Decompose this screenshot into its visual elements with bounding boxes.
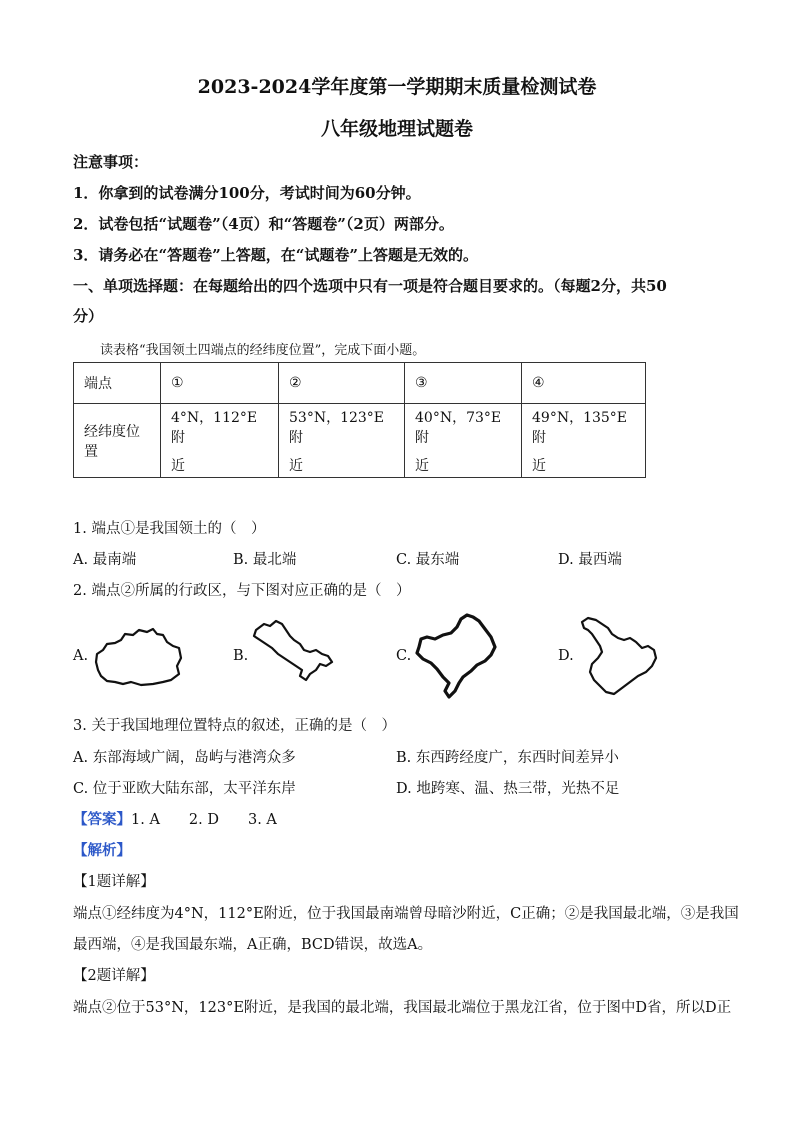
notes-heading: 注意事项： — [73, 153, 149, 171]
note-item-3: 3．请务必在“答题卷”上答题，在“试题卷”上答题是无效的。 — [73, 246, 478, 264]
table-cell: 40°N，73°E 附 近 — [405, 404, 522, 478]
table-cell: 4°N，112°E 附 近 — [161, 404, 279, 478]
section-heading-line2: 分） — [73, 307, 104, 325]
province-outline-c-icon — [413, 611, 499, 701]
table-header-cell: ② — [279, 363, 405, 404]
question-2-option-c: C. — [396, 648, 412, 664]
coordinates-table — [73, 362, 646, 478]
answer-text: 1. A 2. D 3. A — [131, 812, 277, 828]
question-3-option-a: A. 东部海域广阔，岛屿与港湾众多 — [73, 750, 296, 766]
page-title: 2023-2024学年度第一学期期末质量检测试卷 — [197, 76, 597, 98]
analysis-tag: 【解析】 — [73, 842, 131, 859]
table-header-cell: 端点 — [74, 363, 161, 404]
question-1-stem: 1. 端点①是我国领土的（ ） — [73, 521, 266, 537]
detail-1-heading: 【1题详解】 — [73, 874, 155, 890]
question-3-option-b: B. 东西跨经度广，东西时间差异小 — [396, 750, 619, 766]
section-heading-line1: 一、单项选择题：在每题给出的四个选项中只有一项是符合题目要求的。（每题2分，共50 — [73, 277, 667, 295]
question-3-option-c: C. 位于亚欧大陆东部，太平洋东岸 — [73, 781, 296, 797]
question-2-option-d: D. — [558, 648, 574, 664]
table-intro: 读表格“我国领土四端点的经纬度位置”，完成下面小题。 — [100, 343, 426, 358]
question-1-option-c: C. 最东端 — [396, 552, 460, 568]
answer-tag: 【答案】 — [73, 811, 131, 828]
table-header-cell: ④ — [522, 363, 646, 404]
table-cell: 53°N，123°E 附 近 — [279, 404, 405, 478]
province-outline-a-icon — [93, 626, 185, 688]
table-header-cell: ① — [161, 363, 279, 404]
question-3-option-d: D. 地跨寒、温、热三带，光热不足 — [396, 781, 620, 797]
question-2-option-b: B. — [233, 648, 249, 664]
question-2-stem: 2. 端点②所属的行政区，与下图对应正确的是（ ） — [73, 583, 411, 599]
table-header-row — [74, 363, 646, 404]
detail-1-line-1: 端点①经纬度为4°N，112°E附近，位于我国最南端曾母暗沙附近，C正确；②是我国最北端，③是我国 — [73, 906, 739, 922]
question-2-option-a: A. — [73, 648, 89, 664]
question-1-option-d: D. 最西端 — [558, 552, 622, 568]
province-outline-b-icon — [250, 618, 336, 684]
table-cell: 49°N，135°E 附 近 — [522, 404, 646, 478]
table-header-cell: ③ — [405, 363, 522, 404]
question-1-option-a: A. 最南端 — [73, 552, 137, 568]
province-outline-d-icon — [578, 614, 662, 700]
table-row-label: 经纬度位置 — [74, 404, 161, 478]
note-item-2: 2．试卷包括“试题卷”（4页）和“答题卷”（2页）两部分。 — [73, 215, 454, 233]
question-3-stem: 3. 关于我国地理位置特点的叙述，正确的是（ ） — [73, 718, 396, 734]
page-subtitle: 八年级地理试题卷 — [320, 118, 473, 140]
table-row — [74, 404, 646, 478]
detail-2-heading: 【2题详解】 — [73, 968, 155, 984]
question-1-option-b: B. 最北端 — [233, 552, 297, 568]
answer-line — [73, 808, 277, 829]
detail-2-line-1: 端点②位于53°N，123°E附近，是我国的最北端，我国最北端位于黑龙江省，位于图中D省，所以D正 — [73, 1000, 732, 1016]
note-item-1: 1．你拿到的试卷满分100分，考试时间为60分钟。 — [73, 184, 421, 202]
detail-1-line-2: 最西端，④是我国最东端，A正确，BCD错误，故选A。 — [73, 937, 433, 953]
